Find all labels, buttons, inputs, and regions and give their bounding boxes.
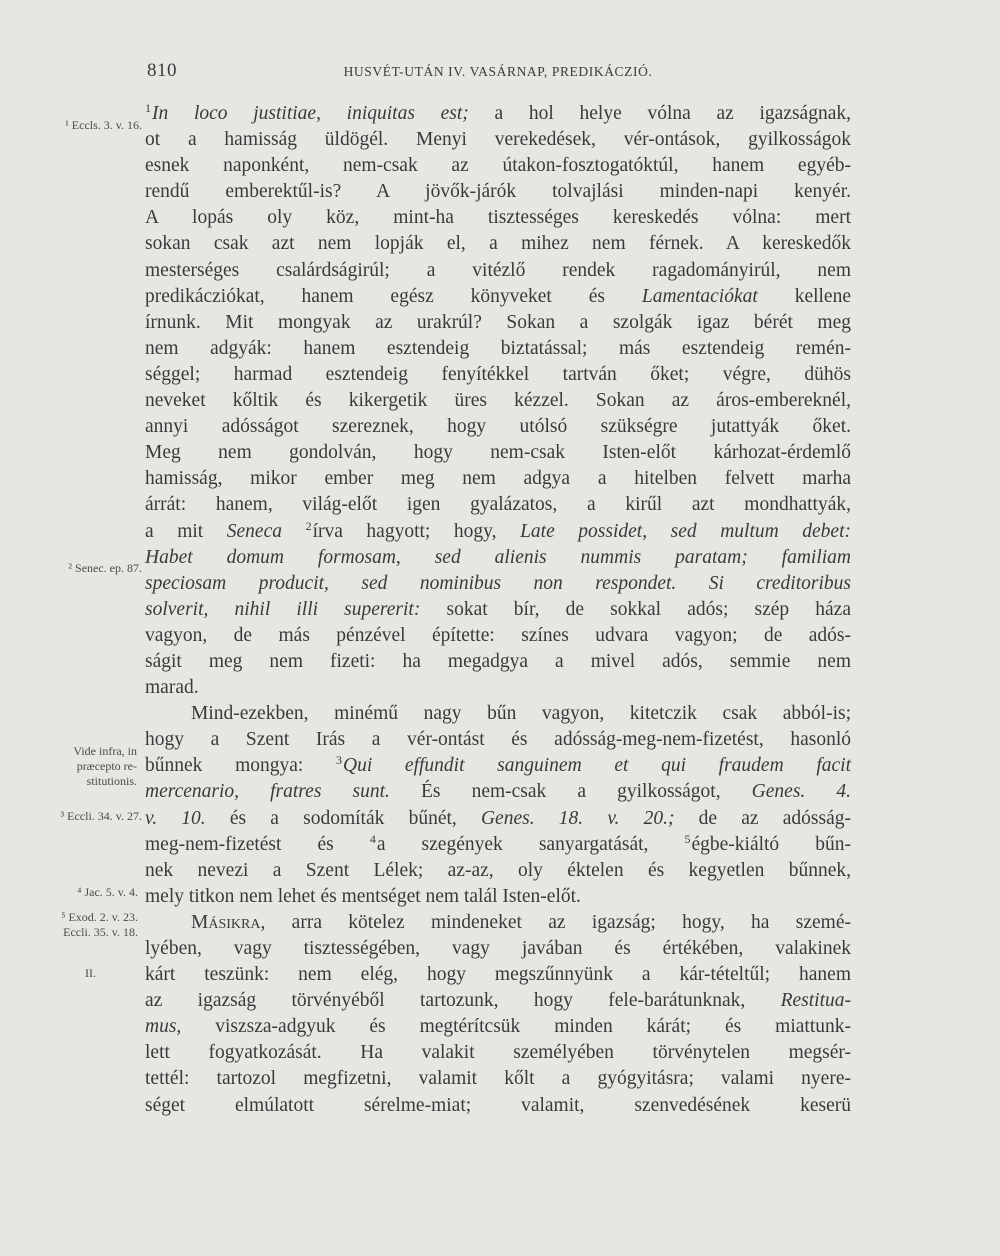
margin-note-eccli-35: Eccli. 35. v. 18. bbox=[63, 925, 138, 939]
text-line: mercenario, fratres sunt. És nem-csak a gyilkosságot, Genes. 4. bbox=[145, 781, 851, 803]
text-line: lett fogyatkozását. Ha valakit személyében törvénytelen megsér- bbox=[145, 1042, 851, 1064]
text-line: A lopás oly köz, mint-ha tisztességes kereskedés vólna: mert bbox=[145, 207, 851, 229]
margin-note-section-ii: II. bbox=[85, 966, 96, 980]
margin-note-eccli-34: ³ Eccli. 34. v. 27. bbox=[60, 809, 142, 823]
text-line: sokan csak azt nem lopják el, a mihez nem férnek. A kereskedők bbox=[145, 233, 851, 255]
text-line: lyében, vagy tisztességében, vagy javában és értékében, valakinek bbox=[145, 938, 851, 959]
text-line: nek nevezi a Szent Lélek; az-az, oly éktelen és kegyetlen bűnnek, bbox=[145, 859, 851, 881]
text-line: az igazság törvényéből tartozunk, hogy fele-barátunknak, Restitua- bbox=[145, 990, 851, 1012]
text-line: v. 10. és a sodomíták bűnét, Genes. 18. v. 20.; de az adósság- bbox=[145, 807, 852, 829]
text-line: nem adgyák: hanem esztendeig biztatással; más esztendeig remén- bbox=[145, 337, 851, 359]
page-number: 810 bbox=[147, 60, 177, 81]
text-line: bűnnek mongya: $^3$Qui effundit sanguinem et qui fraudem facit bbox=[145, 753, 851, 777]
text-line: hogy a Szent Irás a vér-ontást és adósság-meg-nem-fizetést, hasonló bbox=[145, 729, 851, 751]
text-line: Meg nem gondolván, hogy nem-csak Isten-előt kárhozat-érdemlő bbox=[145, 442, 851, 464]
margin-note-exod: ⁵ Exod. 2. v. 23. bbox=[61, 910, 138, 924]
text-line: hamisság, mikor ember meg nem adgya a hitelben felvett marha bbox=[145, 468, 851, 490]
body-text bbox=[145, 101, 851, 1119]
text-line: solverit, nihil illi supererit: sokat bír, de sokkal adós; szép háza bbox=[145, 598, 851, 620]
text-line: ságit meg nem fizeti: ha megadgya a mivel adós, semmie nem bbox=[145, 650, 851, 672]
paragraph-start: Másikra, arra kötelez mindeneket az igazság; hogy, ha szemé- bbox=[191, 911, 851, 933]
text-line: esnek naponként, nem-csak az útakon-fosztogatóktúl, hanem egyéb- bbox=[145, 155, 851, 177]
text-line: marad. bbox=[145, 677, 199, 699]
paragraph-start: Mind-ezekben, minémű nagy bűn vagyon, kitetczik csak abból-is; bbox=[191, 703, 851, 725]
text-line: séget elmúlatott sérelme-miat; valamit, szenvedésének keserü bbox=[145, 1094, 851, 1116]
running-head: HUSVÉT-UTÁN IV. VASÁRNAP, PREDIKÁCZIÓ. bbox=[343, 64, 653, 79]
text-line: árrát: hanem, világ-előt igen gyalázatos, a kirűl azt mondhattyák, bbox=[145, 494, 851, 516]
text-line: $^1$In loco justitiae, iniquitas est; a hol helye vólna az igazságnak, bbox=[145, 101, 851, 124]
text-line: kárt teszünk: nem elég, hogy megszűnnyünk a kár-tételtűl; hanem bbox=[145, 964, 851, 986]
margin-note-jac: ⁴ Jac. 5. v. 4. bbox=[77, 885, 138, 899]
text-line: mus, viszsza-adgyuk és megtérítcsük minden kárát; és miattunk- bbox=[145, 1016, 851, 1038]
text-line: írnunk. Mit mongyak az urakrúl? Sokan a szolgák igaz bérét meg bbox=[145, 311, 851, 333]
margin-note-seneca: ² Senec. ep. 87. bbox=[68, 561, 142, 575]
margin-note-eccls: ¹ Eccls. 3. v. 16. bbox=[65, 118, 142, 132]
text-line: neveket kőltik és kikergetik üres kézzel. Sokan az áros-embereknél, bbox=[145, 390, 851, 412]
text-line: Habet domum formosam, sed alienis nummis paratam; familiam bbox=[145, 546, 851, 568]
text-line: speciosam producit, sed nominibus non respondet. Si creditoribus bbox=[145, 572, 851, 594]
text-line: annyi adósságot szereznek, hogy utólsó szükségre jutattyák őket. bbox=[145, 416, 851, 438]
text-line: mely titkon nem lehet és mentséget nem talál Isten-előt. bbox=[145, 885, 581, 907]
text-line: séggel; harmad esztendeig fenyítékkel tartván őket; végre, dühös bbox=[145, 363, 851, 385]
margin-note-vide: Vide infra, in bbox=[73, 744, 137, 758]
text-line: rendű emberektűl-is? A jövők-járók tolvajlási minden-napi kenyér. bbox=[145, 181, 851, 203]
text-line: mesterséges csalárdságirúl; a vitézlő rendek ragadományirúl, nem bbox=[145, 259, 851, 281]
text-line: meg-nem-fizetést és $^4$a szegények sanyargatását, $^5$égbe-kiáltó bűn- bbox=[145, 831, 851, 855]
text-line: tettél: tartozol megfizetni, valamit kőlt a gyógyitásra; valami nyere- bbox=[145, 1068, 851, 1090]
text-line: predikácziókat, hanem egész könyveket és Lamentaciókat kellene bbox=[145, 285, 851, 307]
text-line: a mit Seneca $^2$írva hagyott; hogy, Late possidet, sed multum debet: bbox=[145, 518, 851, 542]
page-header bbox=[0, 60, 1000, 90]
text-line: vagyon, de más pénzével építette: színes udvara vagyon; de adós- bbox=[145, 624, 851, 646]
margin-note-praecepto: præcepto re- bbox=[76, 759, 137, 773]
text-line: ot a hamisság üldögél. Menyi verekedések, vér-ontások, gyilkosságok bbox=[145, 129, 851, 151]
margin-note-restitutionis: stitutionis. bbox=[86, 774, 137, 788]
